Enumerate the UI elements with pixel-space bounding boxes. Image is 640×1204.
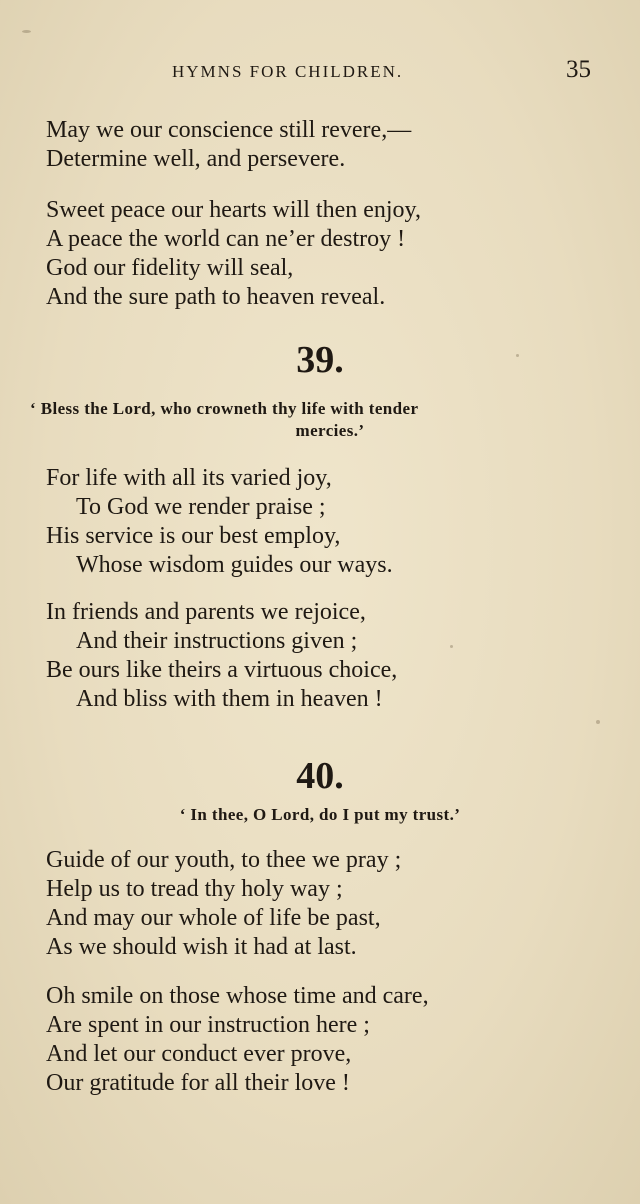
hymn-39-stanza-2 xyxy=(46,598,606,714)
verse-line: Our gratitude for all their love ! xyxy=(46,1070,350,1096)
hymn-40-epigraph: ‘ In thee, O Lord, do I put my trust.’ xyxy=(179,805,461,824)
epigraph-line: mercies.’ xyxy=(295,421,365,440)
ink-speck xyxy=(596,720,600,724)
verse-line: To God we render praise ; xyxy=(76,494,326,520)
verse-line: A peace the world can ne’er destroy ! xyxy=(46,226,406,252)
verse-line: May we our conscience still revere,— xyxy=(46,117,412,143)
verse-line: And bliss with them in heaven ! xyxy=(76,686,383,712)
verse-line: And their instructions given ; xyxy=(76,628,358,654)
page-header xyxy=(0,56,640,92)
verse-line: His service is our best employ, xyxy=(46,523,341,549)
verse-line: Sweet peace our hearts will then enjoy, xyxy=(46,197,421,223)
ink-speck xyxy=(516,354,519,357)
ink-speck xyxy=(22,30,31,33)
epigraph-line: ‘ Bless the Lord, who crowneth thy life with tender xyxy=(30,399,419,418)
verse-line: Help us to tread thy holy way ; xyxy=(46,876,343,902)
hymn-40-stanza-2 xyxy=(46,982,606,1098)
running-head: HYMNS FOR CHILDREN. xyxy=(172,62,404,81)
verse-line: As we should wish it had at last. xyxy=(46,934,357,960)
hymn-number-40: 40. xyxy=(296,755,344,797)
verse-line: For life with all its varied joy, xyxy=(46,465,332,491)
verse-line: Guide of our youth, to thee we pray ; xyxy=(46,847,402,873)
ink-speck xyxy=(450,645,453,648)
verse-line: Whose wisdom guides our ways. xyxy=(76,552,393,578)
carryover-stanza-2 xyxy=(46,196,606,312)
verse-line: And the sure path to heaven reveal. xyxy=(46,284,386,310)
verse-line: Determine well, and persevere. xyxy=(46,146,346,172)
hymn-39-stanza-1 xyxy=(46,464,606,580)
verse-line: God our fidelity will seal, xyxy=(46,255,294,281)
verse-line: Are spent in our instruction here ; xyxy=(46,1012,370,1038)
page-number: 35 xyxy=(566,56,591,83)
verse-line: Oh smile on those whose time and care, xyxy=(46,983,429,1009)
verse-line: Be ours like theirs a virtuous choice, xyxy=(46,657,398,683)
hymn-40-stanza-1 xyxy=(46,846,606,962)
hymn-number-39: 39. xyxy=(296,339,344,381)
verse-line: In friends and parents we rejoice, xyxy=(46,599,366,625)
verse-line: And let our conduct ever prove, xyxy=(46,1041,352,1067)
verse-line: And may our whole of life be past, xyxy=(46,905,381,931)
carryover-stanza-1 xyxy=(46,116,606,174)
hymn-39-epigraph xyxy=(30,398,620,442)
